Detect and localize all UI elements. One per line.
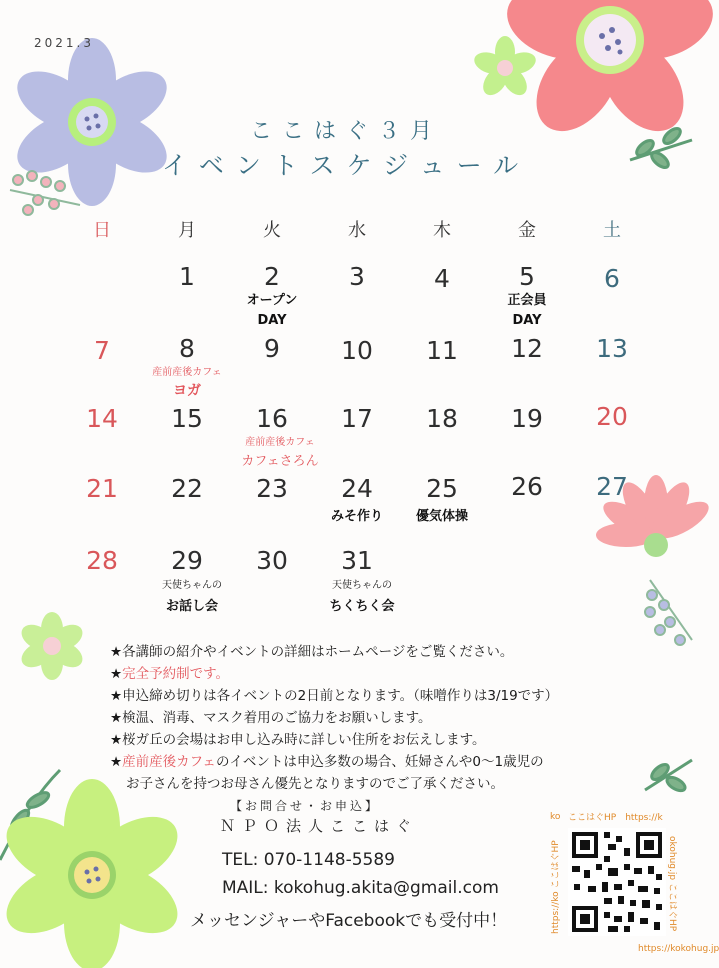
event-24: みそ作り: [330, 509, 383, 524]
day-4: 4: [434, 264, 450, 293]
note-line: お子さんを持つお母さん優先となりますのでご了承ください。: [126, 776, 504, 792]
day-10: 10: [341, 336, 373, 365]
phone-number: TEL: 070-1148-5589: [222, 850, 395, 870]
blue-berry-branch-icon: [645, 580, 692, 645]
note-line: ★検温、消毒、マスク着用のご協力をお願いします。: [110, 710, 432, 726]
qr-label-top-left: ko: [550, 812, 561, 822]
weekday-tue: 火: [263, 220, 281, 241]
day-17: 17: [341, 404, 373, 433]
day-28: 28: [86, 546, 118, 575]
small-green-flower-icon-left: [17, 612, 87, 680]
event-31-line2: ちくちく会: [329, 599, 395, 614]
day-13: 13: [596, 334, 628, 363]
event-16-line1: 産前産後カフェ: [245, 437, 315, 448]
day-23: 23: [256, 474, 288, 503]
weekday-sat: 土: [603, 220, 621, 241]
day-30: 30: [256, 546, 288, 575]
event-16-line2: カフェさろん: [241, 454, 319, 469]
qr-code-block[interactable]: [546, 808, 719, 960]
event-8-line1: 産前産後カフェ: [152, 367, 222, 378]
contact-heading: 【お問合せ・お申込】: [230, 799, 381, 813]
day-1: 1: [179, 262, 195, 291]
day-18: 18: [426, 404, 458, 433]
page-subtitle: イベントスケジュール: [161, 151, 531, 180]
day-6: 6: [604, 264, 620, 293]
day-7: 7: [94, 336, 110, 365]
event-2-line2: DAY: [257, 313, 287, 328]
event-2-line1: オープン: [246, 293, 298, 308]
note-highlight: 完全予約制です。: [122, 666, 230, 682]
day-19: 19: [511, 404, 543, 433]
qr-label-right: okohug.jp ここはぐHP: [667, 836, 677, 932]
note-line: ★各講師の紹介やイベントの詳細はホームページをご覧ください。: [110, 644, 514, 660]
day-29: 29: [171, 546, 203, 575]
day-9: 9: [264, 334, 280, 363]
messenger-note: メッセンジャーやFacebookでも受付中！: [190, 911, 508, 931]
note-line: ★申込締め切りは各イベントの2日前となります。（味噌作りは3/19です）: [110, 688, 559, 704]
day-26: 26: [511, 472, 543, 501]
day-25: 25: [426, 474, 458, 503]
date-label: 2021.3: [34, 36, 94, 50]
event-5-line2: DAY: [512, 313, 542, 328]
event-5-line1: 正会員: [507, 293, 547, 308]
day-12: 12: [511, 334, 543, 363]
weekday-mon: 月: [178, 220, 196, 241]
leaf-branch-icon-right: [645, 760, 692, 793]
event-29-line2: お話し会: [165, 599, 218, 614]
day-31: 31: [341, 546, 373, 575]
event-25: 優気体操: [415, 509, 468, 524]
qr-label-left: https://ko ここはぐHP: [551, 840, 561, 934]
day-15: 15: [171, 404, 203, 433]
qr-label-bottom: https://kokohug.jp: [638, 944, 719, 954]
qr-label-top: ここはぐHP https://k: [568, 813, 663, 823]
day-21: 21: [86, 474, 118, 503]
weekday-thu: 木: [433, 220, 451, 241]
day-2: 2: [264, 262, 280, 291]
day-27: 27: [596, 472, 628, 501]
note-line: ★桜ガ丘の会場はお申し込み時に詳しい住所をお伝えします。: [110, 732, 486, 748]
day-5: 5: [519, 262, 535, 291]
note-line: [110, 663, 558, 685]
day-16: 16: [256, 404, 288, 433]
event-31-line1: 天使ちゃんの: [332, 580, 392, 591]
weekday-wed: 水: [348, 220, 366, 241]
event-29-line1: 天使ちゃんの: [162, 580, 222, 591]
weekday-sun: 日: [93, 220, 111, 241]
organization-name: ＮＰＯ法人ここはぐ: [220, 817, 419, 835]
email-address: MAIL: kokohug.akita@gmail.com: [222, 878, 499, 898]
note-line: [110, 751, 558, 773]
note-star: ★: [110, 754, 123, 770]
note-text: のイベントは申込多数の場合、妊婦さんや0～1歳児の: [215, 754, 544, 770]
day-24: 24: [341, 474, 373, 503]
weekday-fri: 金: [518, 220, 536, 241]
qr-code-icon: [568, 828, 666, 936]
day-14: 14: [86, 404, 118, 433]
event-8-line2: ヨガ: [173, 383, 201, 399]
notes-block: [110, 641, 558, 795]
note-highlight: 産前産後カフェ: [122, 754, 216, 770]
day-8: 8: [179, 334, 195, 363]
day-22: 22: [171, 474, 203, 503]
day-11: 11: [426, 336, 458, 365]
page-title: ここはぐ３月: [249, 119, 442, 144]
day-3: 3: [349, 262, 365, 291]
day-20: 20: [596, 402, 628, 431]
note-star: ★: [110, 666, 123, 682]
